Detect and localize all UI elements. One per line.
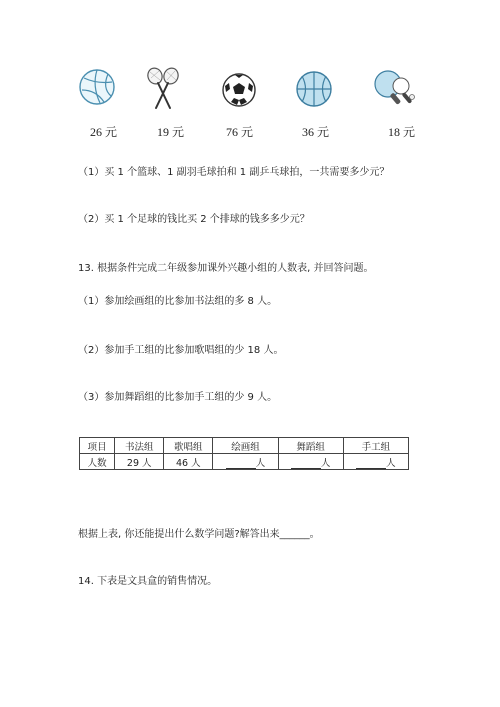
- answer-blank[interactable]: [226, 458, 256, 469]
- price-badminton: 19 元: [157, 125, 185, 139]
- soccer-ball-icon: [221, 72, 257, 108]
- table-row-label: 人数: [80, 454, 115, 470]
- q14-title: 14. 下表是文具盒的销售情况。: [78, 576, 218, 587]
- volleyball-item: [77, 68, 117, 106]
- interest-group-table: [79, 437, 409, 470]
- q13-cond2: （2）参加手工组的比参加歌唱组的少 18 人。: [78, 345, 284, 356]
- unit-label: 人: [386, 457, 396, 469]
- table-header-row: [80, 438, 409, 454]
- table-cell: 46 人: [164, 454, 213, 470]
- q13-cond1: （1）参加绘画组的比参加书法组的多 8 人。: [78, 296, 278, 307]
- answer-blank[interactable]: [356, 458, 386, 469]
- unit-label: 人: [255, 457, 266, 469]
- q13-followup: 根据上表, 你还能提出什么数学问题?解答出来______。: [78, 529, 320, 540]
- badminton-racket-icon: [143, 66, 183, 110]
- basketball-item: [294, 70, 334, 108]
- table-header: 项目: [80, 438, 115, 454]
- table-header: 手工组: [343, 438, 408, 454]
- ping-pong-item: [370, 68, 418, 108]
- table-cell: 29 人: [115, 454, 164, 470]
- q13-title: 13. 根据条件完成二年级参加课外兴趣小组的人数表, 并回答问题。: [78, 263, 374, 274]
- table-header: 舞蹈组: [278, 438, 343, 454]
- price-basketball: 36 元: [302, 125, 330, 139]
- soccer-item: [219, 72, 259, 108]
- price-ping-pong: 18 元: [388, 125, 416, 139]
- price-volleyball: 26 元: [90, 125, 118, 139]
- price-soccer: 76 元: [226, 125, 254, 139]
- table-blank-cell[interactable]: [343, 454, 408, 470]
- basketball-icon: [295, 70, 333, 108]
- table-header: 书法组: [115, 438, 164, 454]
- q12-sub1: （1）买 1 个篮球、1 副羽毛球拍和 1 副乒乓球拍，一共需要多少元？: [78, 167, 390, 178]
- table-blank-cell[interactable]: [278, 454, 343, 470]
- ping-pong-paddle-icon: [371, 68, 417, 108]
- table-row: [80, 454, 409, 470]
- q13-cond3: （3）参加舞蹈组的比参加手工组的少 9 人。: [78, 392, 278, 403]
- volleyball-icon: [78, 68, 116, 106]
- table-header: 歌唱组: [164, 438, 213, 454]
- table-blank-cell[interactable]: [213, 454, 278, 470]
- table-header: 绘画组: [213, 438, 278, 454]
- q12-sub2: （2）买 1 个足球的钱比买 2 个排球的钱多多少元？: [78, 214, 310, 225]
- answer-blank[interactable]: [291, 458, 321, 469]
- unit-label: 人: [320, 457, 331, 469]
- badminton-item: [142, 66, 184, 110]
